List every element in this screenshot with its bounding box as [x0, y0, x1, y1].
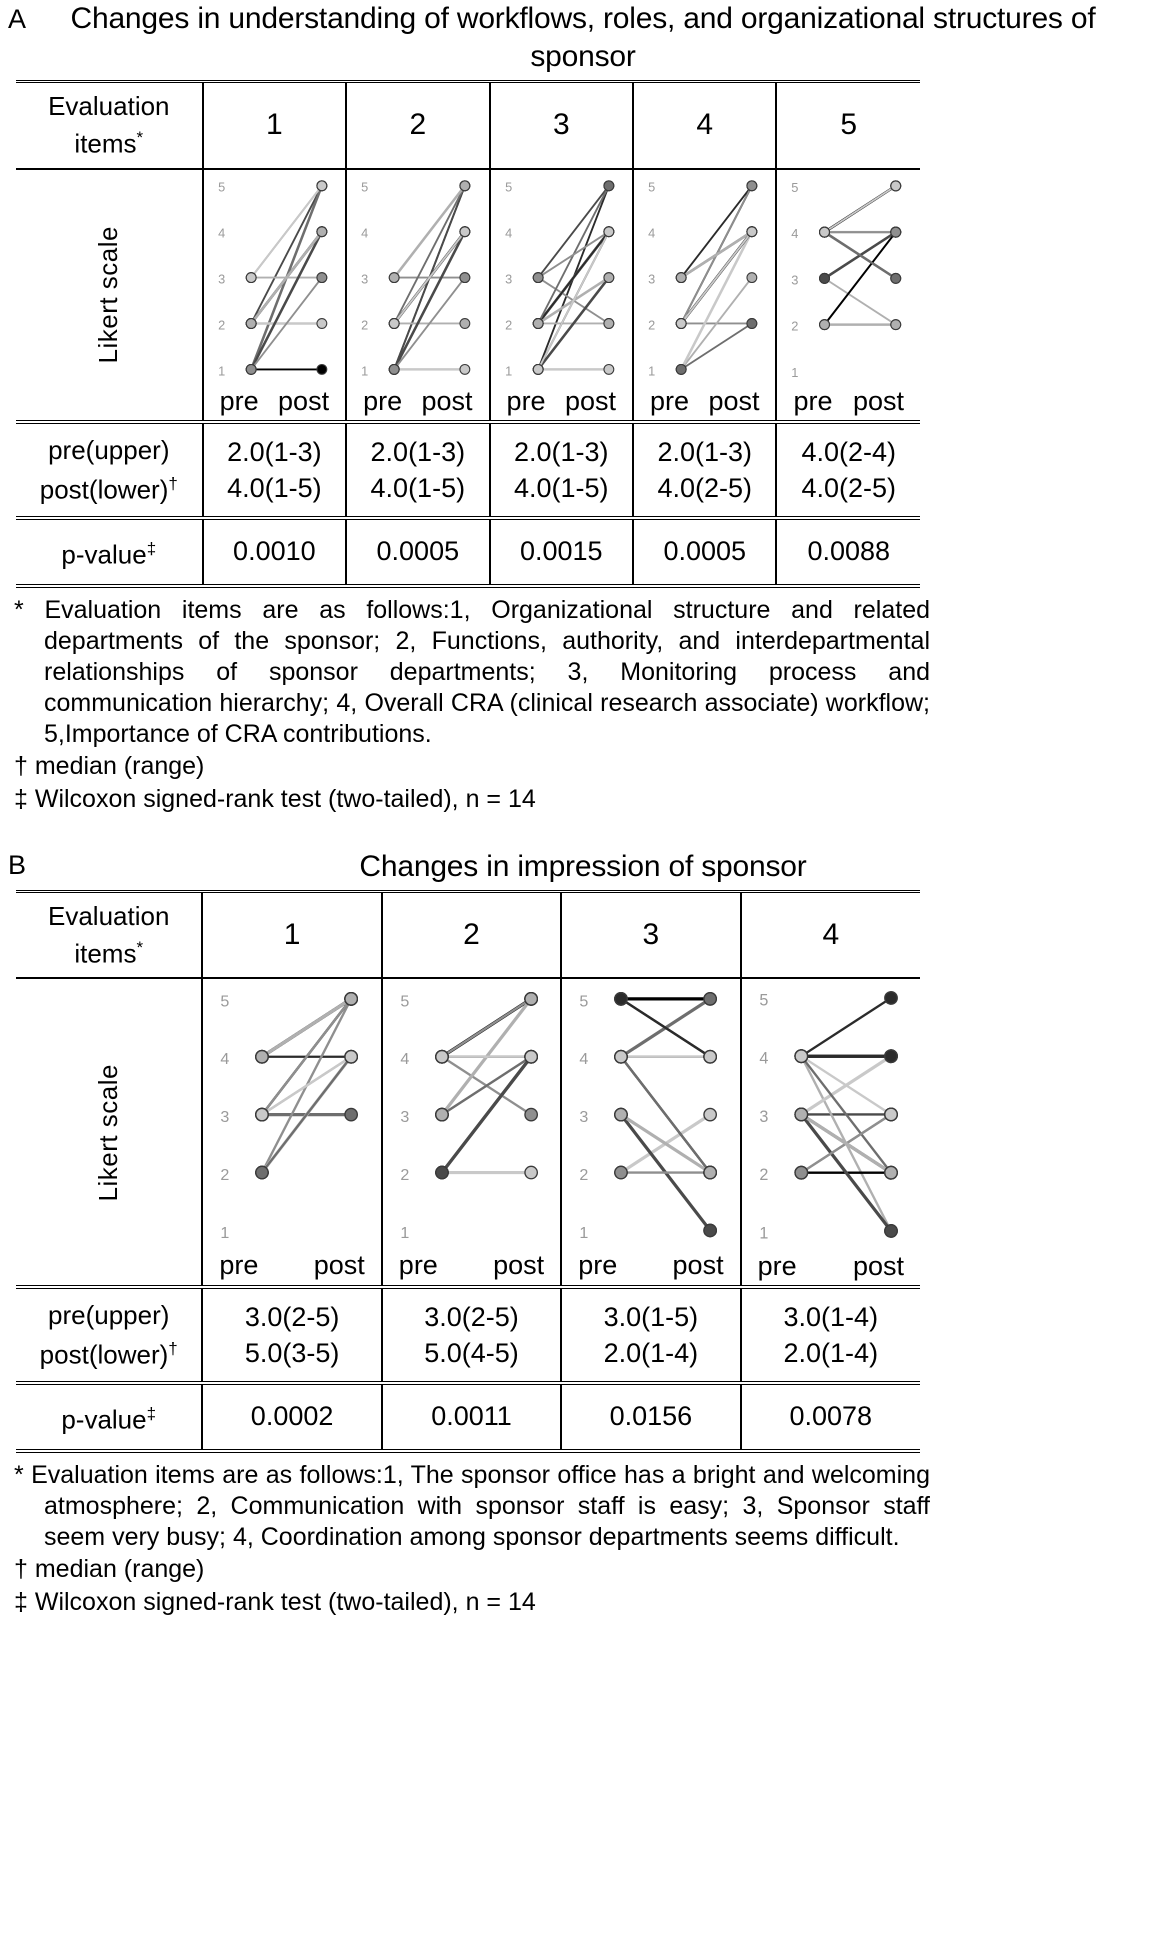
median-cell-5: 4.0(2-4) 4.0(2-5)	[776, 422, 920, 518]
bottom-rule-seg	[561, 1451, 740, 1454]
median-row-label: pre(upper) post(lower)†	[16, 1287, 202, 1383]
x-label-pre: pre	[506, 385, 546, 416]
x-label-pre: pre	[650, 385, 690, 416]
x-label-post: post	[708, 385, 760, 416]
median-cell-2: 3.0(2-5) 5.0(4-5)	[382, 1287, 561, 1383]
slope-chart-4	[744, 983, 918, 1251]
svg-text:1: 1	[220, 1224, 230, 1243]
pvalue-cell-4: 0.0005	[633, 518, 776, 586]
panel-a-table	[16, 80, 920, 589]
svg-text:2: 2	[791, 318, 799, 334]
svg-text:4: 4	[791, 225, 799, 241]
bottom-rule-seg	[490, 586, 633, 589]
svg-text:5: 5	[648, 180, 656, 196]
svg-text:3: 3	[504, 271, 512, 287]
slope-chart-4	[636, 174, 773, 385]
svg-text:2: 2	[217, 317, 225, 333]
svg-text:5: 5	[361, 180, 369, 196]
column-header-1: 1	[202, 891, 381, 978]
column-header-4: 4	[741, 891, 920, 978]
slope-chart-cell-1	[203, 169, 346, 423]
x-axis-labels-1	[205, 1250, 378, 1284]
likert-axis-label-cell	[16, 978, 202, 1287]
x-label-pre: pre	[219, 385, 259, 416]
x-axis-labels-3	[493, 386, 630, 420]
median-row	[16, 1287, 920, 1383]
slope-chart-cell-2	[346, 169, 489, 423]
slope-chart-cell-5	[776, 169, 920, 423]
svg-text:5: 5	[759, 991, 769, 1010]
median-row-label: pre(upper) post(lower)†	[16, 422, 203, 518]
slope-chart-svg	[493, 174, 630, 385]
pvalue-row-label: p-value‡	[16, 518, 203, 586]
x-label-post: post	[313, 1250, 365, 1281]
slope-chart-cell-1	[202, 978, 381, 1287]
x-axis-labels-4	[636, 386, 773, 420]
panel-a-note-median: † median (range)	[14, 751, 205, 780]
svg-text:3: 3	[791, 271, 799, 287]
svg-text:5: 5	[579, 992, 589, 1011]
median-cell-4: 3.0(1-4) 2.0(1-4)	[741, 1287, 920, 1383]
median-cell-3: 3.0(1-5) 2.0(1-4)	[561, 1287, 740, 1383]
pvalue-cell-2: 0.0011	[382, 1383, 561, 1451]
panel-b-note-median: † median (range)	[14, 1554, 205, 1583]
panel-b-title: Changes in impression of sponsor	[359, 849, 807, 883]
svg-text:2: 2	[579, 1166, 589, 1185]
panel-b-note-test: ‡ Wilcoxon signed-rank test (two-tailed), n = 14	[14, 1587, 536, 1616]
svg-text:1: 1	[648, 363, 656, 379]
svg-text:4: 4	[579, 1050, 589, 1069]
svg-text:3: 3	[217, 271, 225, 287]
likert-axis-label-cell	[16, 169, 203, 423]
slope-chart-svg	[779, 174, 918, 387]
pvalue-cell-5: 0.0088	[776, 518, 920, 586]
slope-chart-cell-3	[561, 978, 740, 1287]
column-header-4: 4	[633, 82, 776, 169]
x-axis-labels-1	[206, 386, 343, 420]
svg-text:5: 5	[217, 180, 225, 196]
panel-a-note-items: * Evaluation items are as follows:1, Organizational structure and related departments of the sponsor; 2, Functions, authority, and interdepartmental relationships of sponsor departments; 3, Monitoring process and communication hierarchy; 4, Overall CRA (clinical research associate) workflow; 5,Importance of CRA contributions.	[14, 595, 930, 748]
svg-text:3: 3	[361, 271, 369, 287]
pvalue-cell-1: 0.0010	[203, 518, 346, 586]
x-label-pre: pre	[578, 1250, 618, 1281]
pvalue-cell-3: 0.0156	[561, 1383, 740, 1451]
svg-text:2: 2	[648, 317, 656, 333]
panel-b-header	[8, 846, 1142, 886]
svg-text:1: 1	[400, 1224, 410, 1243]
svg-text:4: 4	[648, 226, 656, 242]
pvalue-cell-1: 0.0002	[202, 1383, 381, 1451]
svg-text:5: 5	[791, 179, 799, 195]
bottom-rule-row	[16, 1451, 920, 1454]
slope-chart-3	[493, 174, 630, 385]
svg-text:1: 1	[217, 363, 225, 379]
bottom-rule	[16, 586, 203, 589]
pvalue-cell-3: 0.0015	[490, 518, 633, 586]
chart-row	[16, 978, 920, 1287]
evaluation-items-header: Evaluation items*	[16, 891, 202, 978]
svg-text:4: 4	[361, 226, 369, 242]
panel-b-note-items: * Evaluation items are as follows:1, The sponsor office has a bright and welcoming atmosphere; 2, Communication with sponsor staff is easy; 3, Sponsor staff seem very busy; 4, Coordination among sponsor departments seems difficult.	[14, 1460, 930, 1551]
svg-text:4: 4	[504, 226, 512, 242]
median-cell-4: 2.0(1-3) 4.0(2-5)	[633, 422, 776, 518]
slope-chart-3	[564, 984, 737, 1250]
panel-b-letter: B	[8, 849, 27, 880]
header-row	[16, 891, 920, 978]
svg-text:3: 3	[400, 1108, 410, 1127]
panel-b-notes	[14, 1460, 930, 1619]
median-cell-2: 2.0(1-3) 4.0(1-5)	[346, 422, 489, 518]
svg-text:4: 4	[759, 1050, 769, 1069]
svg-text:2: 2	[220, 1166, 230, 1185]
column-header-1: 1	[203, 82, 346, 169]
svg-text:4: 4	[220, 1050, 230, 1069]
x-label-post: post	[564, 385, 617, 416]
svg-text:2: 2	[400, 1166, 410, 1185]
pvalue-row-label: p-value‡	[16, 1383, 202, 1451]
slope-chart-5	[779, 174, 918, 387]
svg-text:4: 4	[217, 226, 225, 242]
svg-text:1: 1	[579, 1224, 589, 1243]
bottom-rule-seg	[633, 586, 776, 589]
svg-text:2: 2	[504, 317, 512, 333]
column-header-3: 3	[490, 82, 633, 169]
chart-row	[16, 169, 920, 423]
panel-a-notes	[14, 595, 930, 816]
svg-text:5: 5	[400, 992, 410, 1011]
pvalue-row	[16, 518, 920, 586]
x-label-pre: pre	[398, 1250, 438, 1281]
slope-chart-svg	[349, 174, 486, 385]
bottom-rule	[16, 1451, 202, 1454]
x-label-pre: pre	[793, 386, 833, 417]
column-header-2: 2	[346, 82, 489, 169]
x-axis-labels-3	[564, 1250, 737, 1284]
x-label-post: post	[672, 1250, 724, 1281]
svg-text:1: 1	[791, 364, 799, 380]
bottom-rule-row	[16, 586, 920, 589]
panel-a-header	[8, 0, 1142, 76]
svg-text:1: 1	[361, 363, 369, 379]
bottom-rule-seg	[741, 1451, 920, 1454]
slope-chart-svg	[206, 174, 343, 385]
svg-text:4: 4	[400, 1050, 410, 1069]
bottom-rule-seg	[776, 586, 920, 589]
y-axis-title: Likert scale	[93, 1063, 124, 1202]
slope-chart-cell-4	[633, 169, 776, 423]
slope-chart-svg	[205, 984, 378, 1250]
bottom-rule-seg	[203, 586, 346, 589]
panel-a-letter: A	[8, 4, 27, 34]
svg-text:3: 3	[579, 1108, 589, 1127]
svg-text:1: 1	[504, 363, 512, 379]
x-label-post: post	[421, 385, 473, 416]
slope-chart-cell-2	[382, 978, 561, 1287]
column-header-2: 2	[382, 891, 561, 978]
slope-chart-2	[385, 984, 558, 1250]
column-header-5: 5	[776, 82, 920, 169]
x-label-pre: pre	[757, 1251, 797, 1282]
slope-chart-1	[205, 984, 378, 1250]
slope-chart-cell-3	[490, 169, 633, 423]
pvalue-cell-2: 0.0005	[346, 518, 489, 586]
x-axis-labels-2	[385, 1250, 558, 1284]
x-label-pre: pre	[363, 385, 403, 416]
bottom-rule-seg	[382, 1451, 561, 1454]
pvalue-row	[16, 1383, 920, 1451]
slope-chart-svg	[636, 174, 773, 385]
x-label-post: post	[852, 386, 904, 417]
slope-chart-2	[349, 174, 486, 385]
x-axis-labels-5	[779, 386, 918, 420]
x-label-post: post	[852, 1251, 904, 1282]
panel-b-table	[16, 890, 920, 1454]
x-axis-labels-4	[744, 1251, 918, 1285]
panel-a-note-test: ‡ Wilcoxon signed-rank test (two-tailed), n = 14	[14, 784, 536, 813]
bottom-rule-seg	[346, 586, 489, 589]
y-axis-title: Likert scale	[93, 226, 124, 364]
x-label-pre: pre	[219, 1250, 259, 1281]
svg-text:3: 3	[759, 1108, 769, 1127]
median-row	[16, 422, 920, 518]
panel-a-title: Changes in understanding of workflows, roles, and organizational structures of sponsor	[70, 2, 1096, 73]
svg-text:1: 1	[759, 1224, 769, 1243]
svg-text:3: 3	[648, 271, 656, 287]
slope-chart-cell-4	[741, 978, 920, 1287]
svg-text:5: 5	[504, 180, 512, 196]
evaluation-items-header: Evaluation items*	[16, 82, 203, 169]
svg-text:3: 3	[220, 1108, 230, 1127]
x-label-post: post	[493, 1250, 545, 1281]
svg-text:2: 2	[759, 1166, 769, 1185]
slope-chart-svg	[744, 983, 918, 1251]
x-label-post: post	[278, 385, 330, 416]
median-cell-1: 3.0(2-5) 5.0(3-5)	[202, 1287, 381, 1383]
svg-text:5: 5	[220, 992, 230, 1011]
bottom-rule-seg	[202, 1451, 381, 1454]
header-row	[16, 82, 920, 169]
svg-text:2: 2	[361, 317, 369, 333]
slope-chart-svg	[385, 984, 558, 1250]
panel-spacer	[8, 816, 1142, 846]
median-cell-1: 2.0(1-3) 4.0(1-5)	[203, 422, 346, 518]
median-cell-3: 2.0(1-3) 4.0(1-5)	[490, 422, 633, 518]
column-header-3: 3	[561, 891, 740, 978]
pvalue-cell-4: 0.0078	[741, 1383, 920, 1451]
x-axis-labels-2	[349, 386, 486, 420]
slope-chart-1	[206, 174, 343, 385]
slope-chart-svg	[564, 984, 737, 1250]
